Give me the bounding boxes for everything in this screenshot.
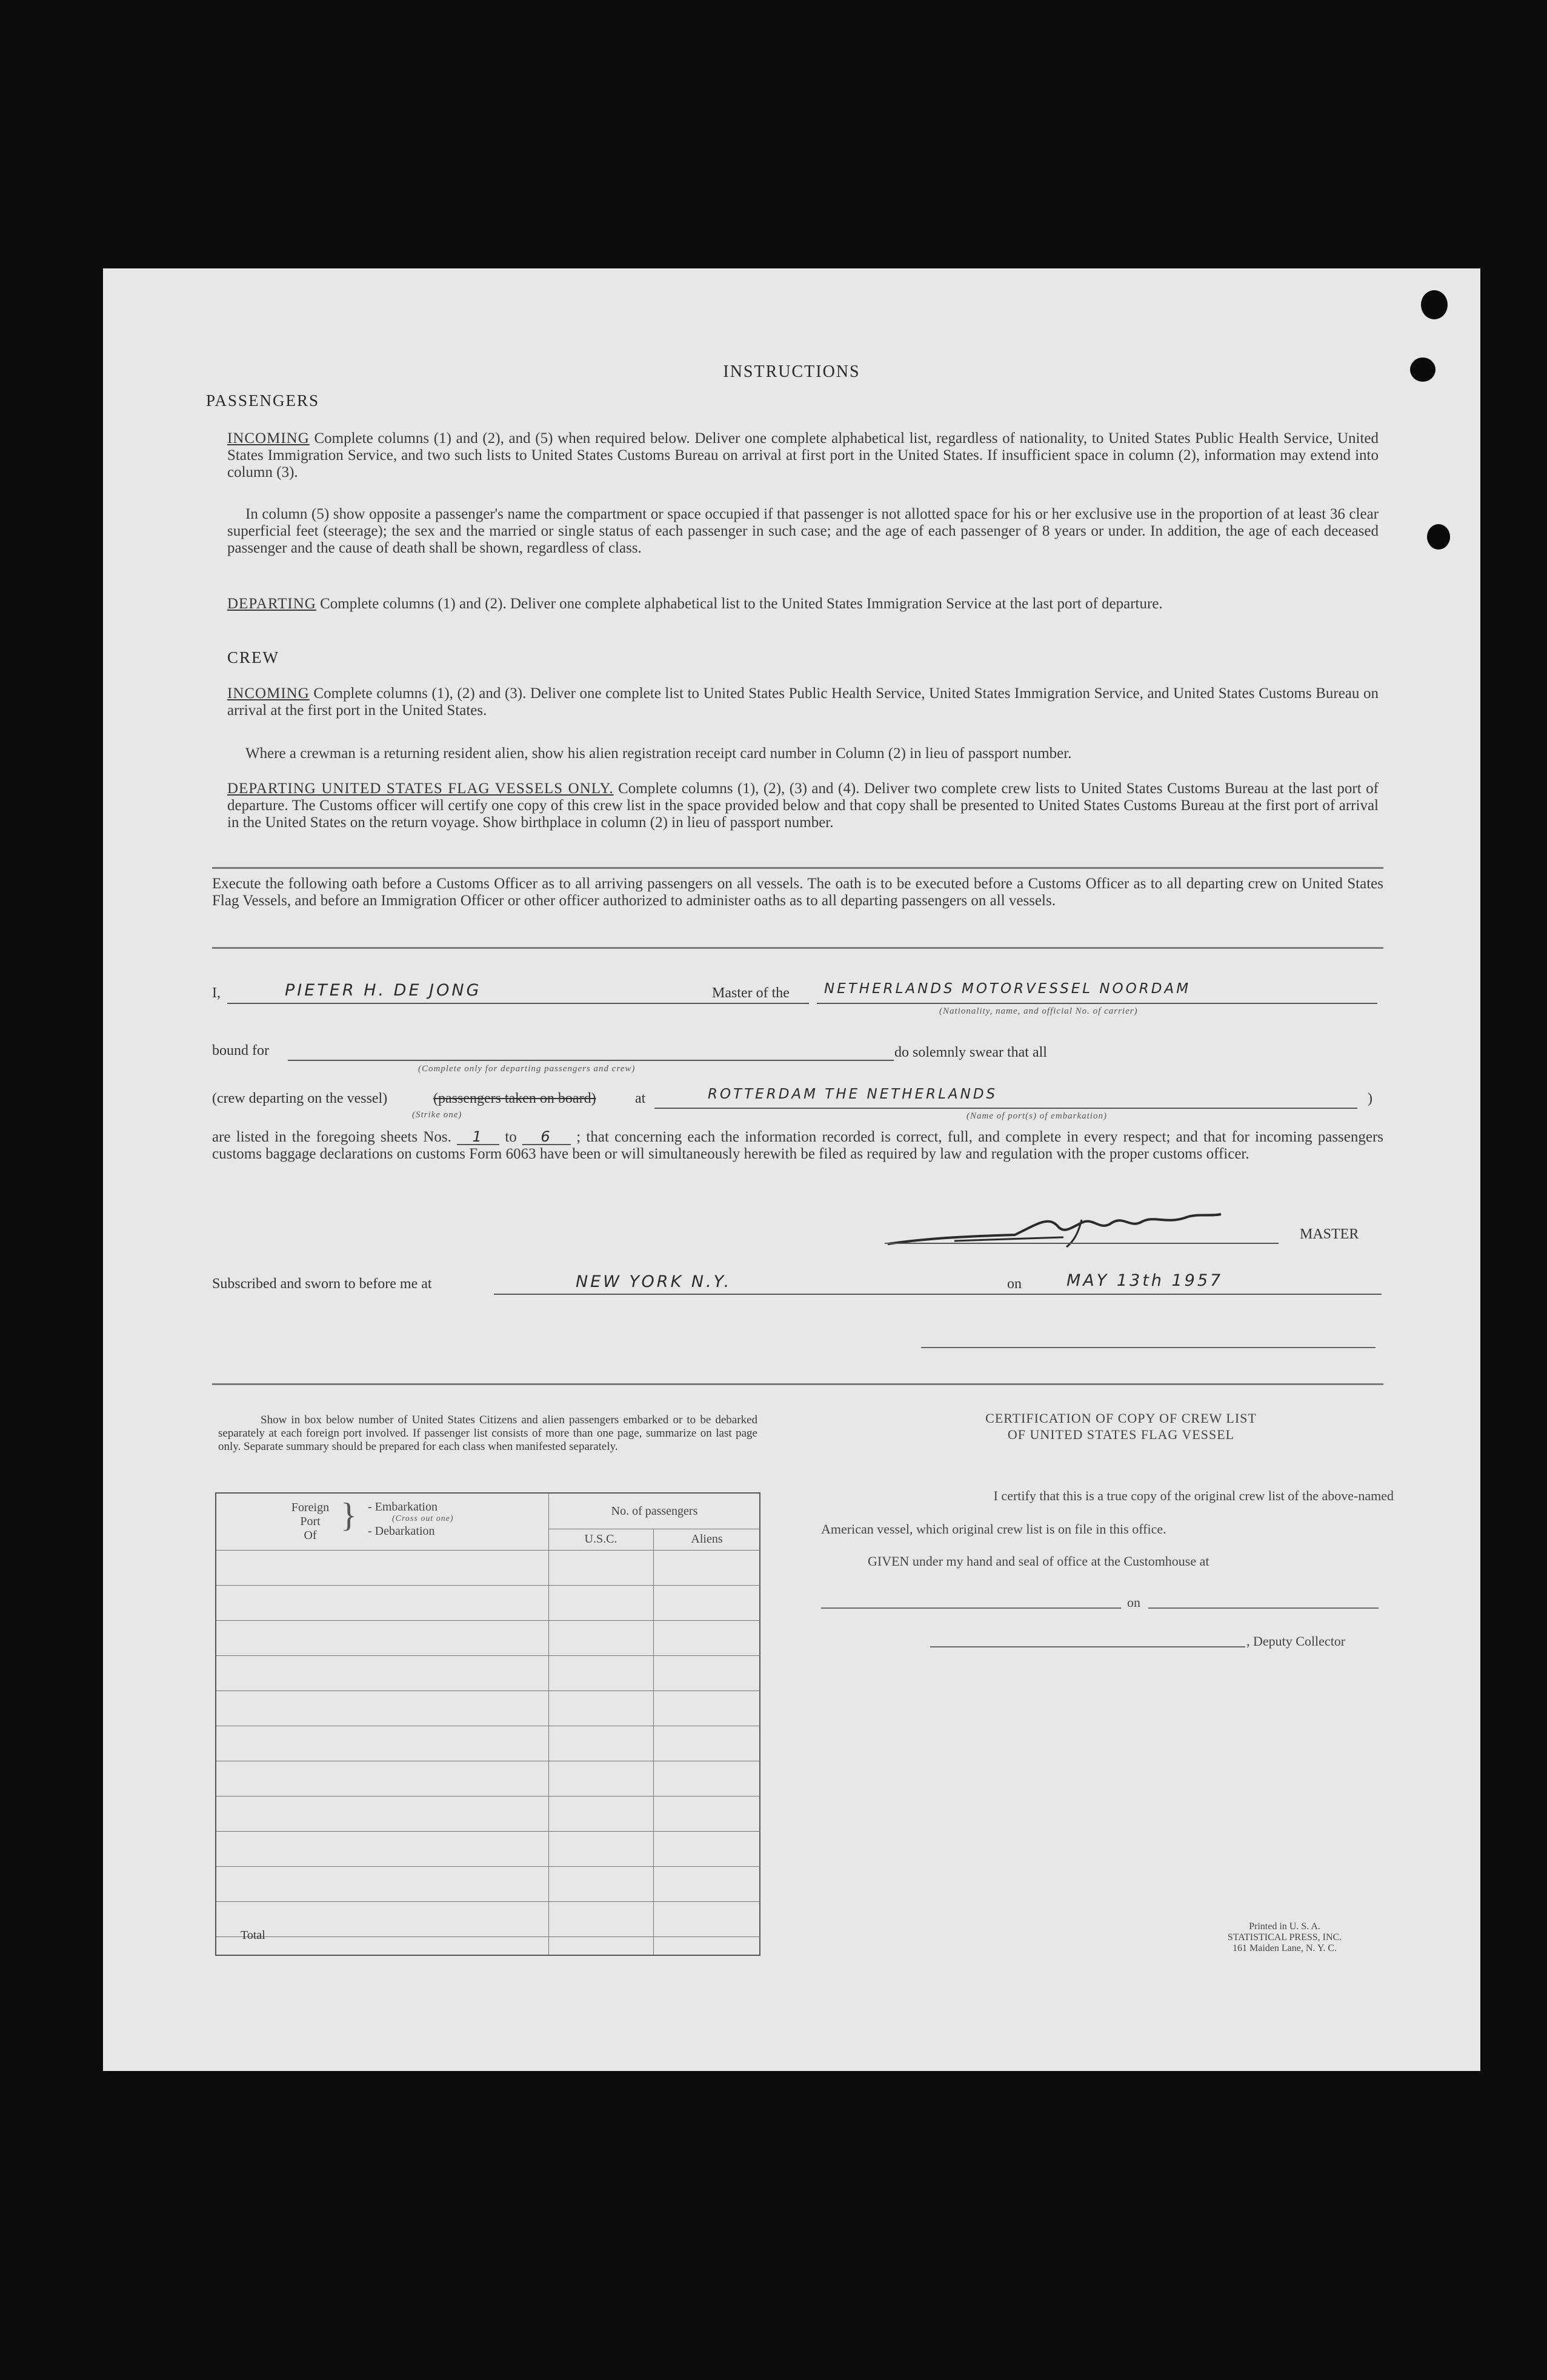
divider-bottom	[212, 1383, 1383, 1385]
port-label: Port	[300, 1515, 321, 1528]
foreign-label: Foreign	[291, 1501, 330, 1514]
deputy-collector-line	[930, 1646, 1245, 1647]
certification-text3: GIVEN under my hand and seal of office at the Customhouse at	[868, 1554, 1209, 1569]
customhouse-line	[821, 1607, 1121, 1609]
table-row	[216, 1655, 760, 1656]
crew-incoming-label: INCOMING	[227, 685, 310, 702]
embarkation-options	[368, 1501, 454, 1537]
passengers-struck-option: (passengers taken on board)	[433, 1091, 596, 1106]
printer-line2: STATISTICAL PRESS, INC.	[1227, 1932, 1342, 1943]
debarkation-label: - Debarkation	[368, 1524, 435, 1538]
sworn-place-line	[494, 1294, 1103, 1295]
deputy-collector-label: , Deputy Collector	[1246, 1634, 1346, 1649]
aliens-header: Aliens	[691, 1532, 723, 1546]
crew-resident-paragraph: Where a crewman is a returning resident alien, show his alien registration receipt card number in Column (2) in lieu of passport number.	[245, 745, 1072, 762]
page-title: INSTRUCTIONS	[723, 362, 860, 381]
master-signature	[882, 1205, 1245, 1253]
i-label: I,	[212, 985, 221, 1001]
vessel-caption: (Nationality, name, and official No. of carrier)	[939, 1006, 1138, 1016]
sheet-from-value: 1	[457, 1129, 499, 1145]
sheet-to-value: 6	[522, 1129, 571, 1145]
certification-text2: American vessel, which original crew list is on file in this office.	[821, 1521, 1166, 1537]
foreign-port-of	[283, 1501, 338, 1543]
crew-incoming-text: Complete columns (1), (2) and (3). Deliver one complete list to United States Public Health Service, United States Immigration Service, and United States Customs Bureau on arrival at the first port in the United States.	[227, 685, 1379, 719]
bound-for-line	[288, 1060, 894, 1061]
table-row	[216, 1796, 760, 1797]
subscribed-label: Subscribed and sworn to before me at	[212, 1276, 432, 1292]
divider-oath	[212, 947, 1383, 949]
usc-header: U.S.C.	[584, 1532, 617, 1546]
table-row	[216, 1866, 760, 1867]
crew-departing-text: Complete columns (1), (2), (3) and (4). Deliver two complete crew lists to United States Customs Bureau at the last port of departure. The Customs officer will certify one copy of this crew list in the space provided below and that copy shall be presented to United States Customs Bureau at the first port of arrival in the United States on the return voyage. Show birthplace in column (2) in lieu of passport number.	[227, 780, 1379, 831]
sheets-paragraph	[212, 1129, 1383, 1163]
sheets-prefix: are listed in the foregoing sheets Nos.	[212, 1129, 451, 1145]
no-of-passengers-header: No. of passengers	[611, 1504, 698, 1518]
table-row	[216, 1901, 760, 1902]
bound-for-caption: (Complete only for departing passengers and crew)	[418, 1064, 636, 1074]
divider-top	[212, 867, 1383, 869]
certification-on-label: on	[1127, 1595, 1140, 1610]
total-label: Total	[241, 1929, 265, 1942]
crew-departing-label: DEPARTING UNITED STATES FLAG VESSELS ONLY.	[227, 780, 614, 797]
passengers-heading: PASSENGERS	[206, 391, 320, 410]
of-label: Of	[304, 1529, 317, 1542]
crew-departing-paragraph	[227, 780, 1379, 831]
certification-title-line1: CERTIFICATION OF COPY OF CREW LIST	[985, 1411, 1257, 1426]
summary-instructions: Show in box below number of United States Citizens and alien passengers embarked or to be debarked separately at each foreign port involved. If passenger list consists of more than one page, summarize on last page only. Separate summary should be prepared for each class when manifested separately.	[218, 1414, 757, 1453]
cross-out-caption: (Cross out one)	[392, 1514, 454, 1523]
certification-text1: I certify that this is a true copy of the original crew list of the above-named	[993, 1488, 1394, 1503]
port-line	[654, 1108, 1357, 1109]
printer-imprint	[1176, 1921, 1394, 1954]
port-caption: (Name of port(s) of embarkation)	[966, 1111, 1107, 1121]
passengers-incoming-label: INCOMING	[227, 430, 310, 447]
brace: }	[341, 1497, 357, 1534]
embarkation-label: - Embarkation	[368, 1500, 437, 1514]
master-name-line	[227, 1003, 809, 1004]
sworn-place-value: NEW YORK N.Y.	[576, 1272, 732, 1291]
punch-hole-top	[1421, 290, 1448, 319]
sheets-suffix: ; that concerning each the information recorded is correct, full, and complete in every respect; and that for incoming passengers customs baggage declarations on customs Form 6063 have been or will simultaneously herewith be filed as required by law and regulation with the proper customs officer.	[212, 1129, 1384, 1162]
certification-date-line	[1148, 1607, 1379, 1609]
swear-text: do solemnly swear that all	[894, 1045, 1047, 1060]
passengers-departing-label: DEPARTING	[227, 596, 316, 612]
certification-title-line2: OF UNITED STATES FLAG VESSEL	[1007, 1427, 1235, 1442]
vessel-value: NETHERLANDS MOTORVESSEL NOORDAM	[824, 981, 1191, 997]
passenger-summary-table	[215, 1492, 760, 1956]
punch-hole-middle	[1427, 524, 1450, 550]
sworn-date-value: MAY 13th 1957	[1066, 1271, 1223, 1290]
officer-signature-line	[921, 1347, 1376, 1348]
table-row	[216, 1936, 760, 1937]
crew-departing-option: (crew departing on the vessel)	[212, 1091, 388, 1106]
crew-heading: CREW	[227, 648, 279, 666]
column5-paragraph: In column (5) show opposite a passenger's name the compartment or space occupied if that passenger is not allotted space for his or her exclusive use in the proportion of at least 36 clear superficial feet (steerage); the sex and the married or single status of each passenger in such case; and the age of each passenger of 8 years or under. In addition, the age of each deceased passenger and the cause of death shall be shown, regardless of class.	[227, 506, 1379, 556]
table-row	[216, 1620, 760, 1621]
bound-for-label: bound for	[212, 1043, 269, 1059]
passengers-incoming-paragraph	[227, 430, 1379, 481]
printer-line1: Printed in U. S. A.	[1249, 1921, 1320, 1932]
passengers-incoming-text: Complete columns (1) and (2), and (5) when required below. Deliver one complete alphabetical list, regardless of nationality, to United States Public Health Service, United States Immigration Service, and two such lists to United States Customs Bureau on arrival at first port in the United States. If insufficient space in column (2), information may extend into column (3).	[227, 430, 1379, 480]
strike-caption: (Strike one)	[412, 1110, 462, 1120]
close-paren: )	[1368, 1091, 1372, 1106]
port-value: ROTTERDAM THE NETHERLANDS	[708, 1086, 998, 1102]
at-label: at	[635, 1091, 646, 1106]
table-row	[216, 1831, 760, 1832]
table-header-bottom	[216, 1550, 760, 1551]
table-divider-ports	[548, 1494, 549, 1955]
passengers-departing-text: Complete columns (1) and (2). Deliver one complete alphabetical list to the United States Immigration Service at the last port of departure.	[320, 596, 1163, 612]
to-label: to	[505, 1129, 517, 1145]
table-row	[216, 1585, 760, 1586]
master-of-label: Master of the	[712, 985, 790, 1001]
master-name-value: PIETER H. DE JONG	[285, 981, 482, 1000]
sworn-date-line	[1030, 1294, 1382, 1295]
master-signature-line	[885, 1243, 1279, 1244]
passengers-departing-paragraph	[227, 596, 1379, 613]
form-page	[103, 268, 1480, 2071]
master-label: MASTER	[1300, 1226, 1359, 1242]
vessel-line	[817, 1003, 1377, 1004]
oath-intro: Execute the following oath before a Customs Officer as to all arriving passengers on all vessels. The oath is to be executed before a Customs Officer as to all departing crew on United States Flag Vessels, and before an Immigration Officer or other officer authorized to administer oaths as to all departing passengers on all vessels.	[212, 876, 1383, 909]
crew-incoming-paragraph	[227, 685, 1379, 719]
table-divider-usc	[653, 1529, 654, 1955]
printer-line3: 161 Maiden Lane, N. Y. C.	[1233, 1943, 1337, 1953]
table-row	[216, 1690, 760, 1691]
sworn-on-label: on	[1007, 1276, 1022, 1292]
